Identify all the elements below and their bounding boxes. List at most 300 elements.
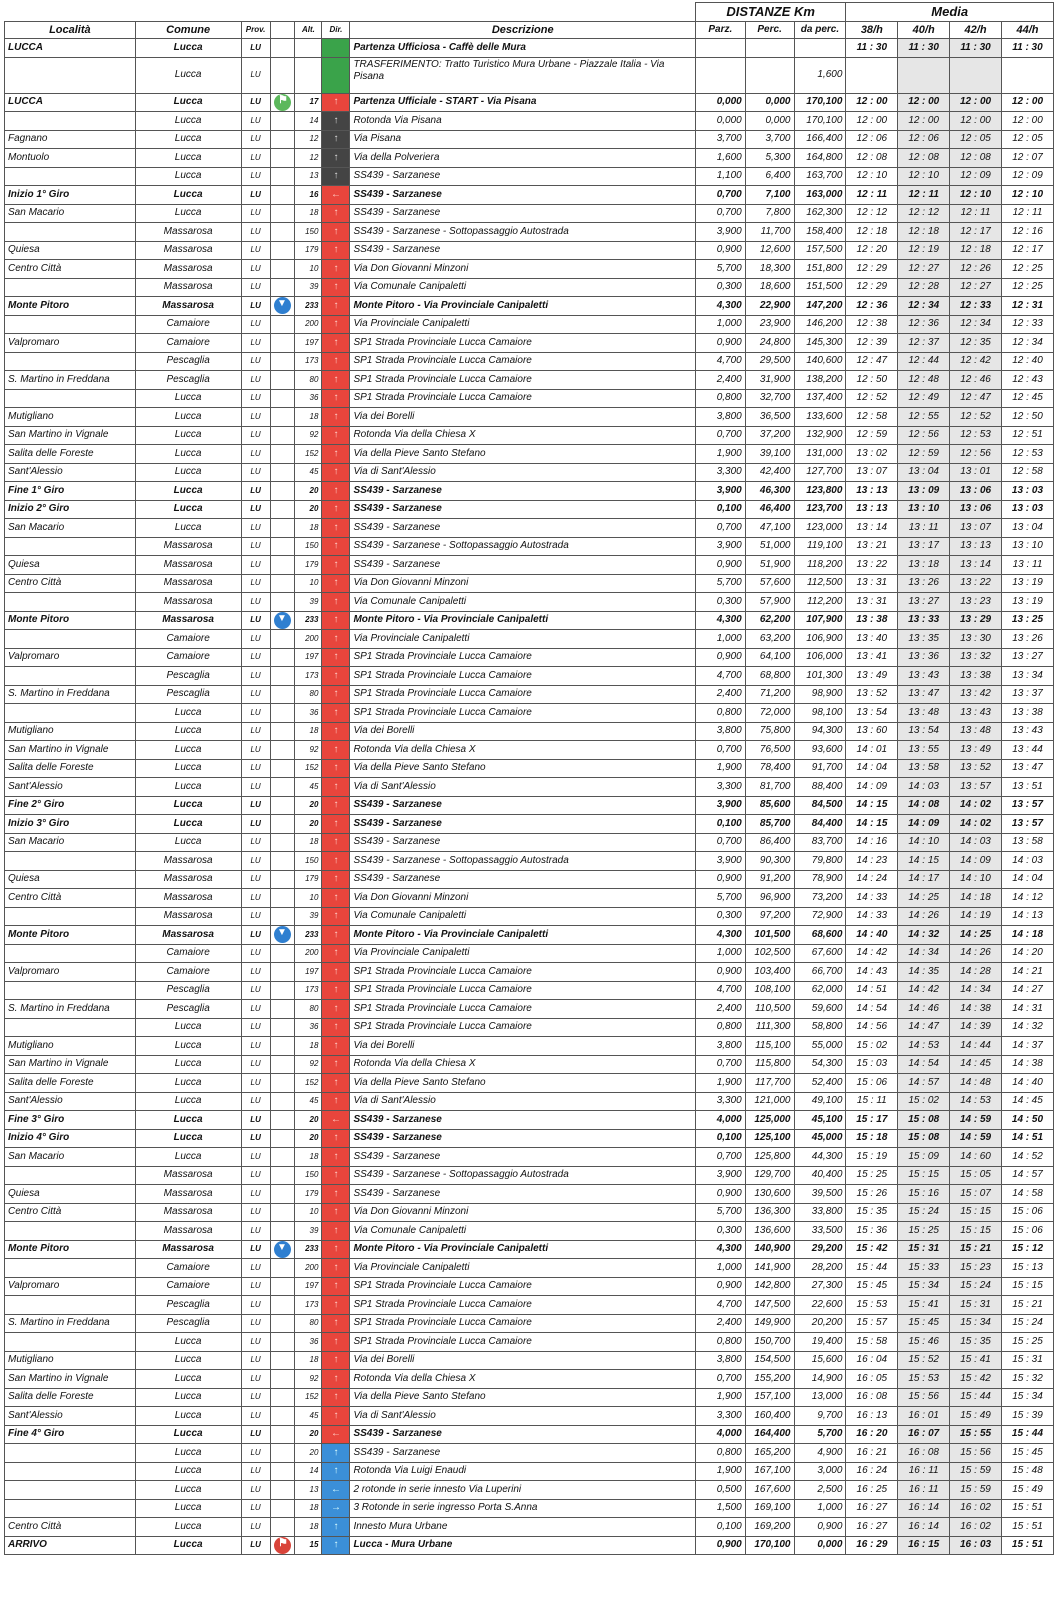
time-38h-cell: 13 : 13 [846, 500, 898, 519]
localita-cell: Centro Città [5, 1518, 136, 1537]
altitude-cell: 18 [295, 204, 322, 223]
localita-cell [5, 537, 136, 556]
direction-cell: ↑ [322, 741, 350, 760]
parz-cell: 0,700 [695, 741, 745, 760]
time-38h-cell: 15 : 44 [846, 1259, 898, 1278]
perc-cell: 142,800 [745, 1277, 794, 1296]
da-perc-cell: 118,200 [794, 556, 846, 575]
localita-cell [5, 112, 136, 131]
time-44h-cell: 13 : 26 [1001, 630, 1053, 649]
timetable-sheet [4, 2, 1054, 1555]
comune-cell: Lucca [135, 1518, 241, 1537]
localita-cell: Montuolo [5, 149, 136, 168]
perc-cell: 3,700 [745, 130, 794, 149]
time-40h-cell: 14 : 57 [898, 1074, 950, 1093]
descrizione-cell: SS439 - Sarzanese [350, 1129, 696, 1148]
time-40h-cell: 13 : 33 [898, 611, 950, 630]
time-42h-cell: 13 : 29 [950, 611, 1002, 630]
time-44h-cell: 14 : 50 [1001, 1111, 1053, 1130]
time-40h-cell: 13 : 47 [898, 685, 950, 704]
icon-cell [270, 186, 295, 205]
icon-cell [270, 260, 295, 279]
perc-cell: 130,600 [745, 1185, 794, 1204]
icon-cell [270, 112, 295, 131]
localita-cell: S. Martino in Freddana [5, 371, 136, 390]
prov-cell: LU [241, 334, 270, 353]
da-perc-cell: 163,700 [794, 167, 846, 186]
prov-cell: LU [241, 778, 270, 797]
perc-cell: 85,700 [745, 815, 794, 834]
time-38h-cell: 16 : 20 [846, 1425, 898, 1444]
perc-cell: 115,100 [745, 1037, 794, 1056]
prov-cell: LU [241, 852, 270, 871]
perc-cell: 108,100 [745, 981, 794, 1000]
parz-cell: 0,700 [695, 833, 745, 852]
parz-cell: 4,000 [695, 1425, 745, 1444]
parz-cell: 4,700 [695, 1296, 745, 1315]
parz-cell: 5,700 [695, 889, 745, 908]
direction-cell: ↑ [322, 1462, 350, 1481]
descrizione-cell: Via Provinciale Canipaletti [350, 944, 696, 963]
descrizione-cell: Via della Polveriera [350, 149, 696, 168]
time-44h-cell: 13 : 19 [1001, 593, 1053, 612]
perc-cell: 117,700 [745, 1074, 794, 1093]
comune-cell: Camaiore [135, 963, 241, 982]
da-perc-cell: 163,000 [794, 186, 846, 205]
time-44h-cell: 14 : 57 [1001, 1166, 1053, 1185]
parz-cell: 0,900 [695, 334, 745, 353]
localita-cell [5, 1222, 136, 1241]
direction-cell: ↑ [322, 408, 350, 427]
time-44h-cell: 13 : 58 [1001, 833, 1053, 852]
time-44h-cell: 14 : 37 [1001, 1037, 1053, 1056]
table-row [5, 685, 1054, 704]
comune-cell: Lucca [135, 1407, 241, 1426]
time-38h-cell: 13 : 60 [846, 722, 898, 741]
time-44h-cell: 14 : 13 [1001, 907, 1053, 926]
time-38h-cell: 13 : 13 [846, 482, 898, 501]
time-40h-cell: 13 : 36 [898, 648, 950, 667]
time-40h-cell: 13 : 04 [898, 463, 950, 482]
localita-cell [5, 667, 136, 686]
localita-cell: Monte Pitoro [5, 926, 136, 945]
prov-cell: LU [241, 445, 270, 464]
localita-cell: Valpromaro [5, 963, 136, 982]
da-perc-cell: 98,900 [794, 685, 846, 704]
parz-cell: 0,100 [695, 815, 745, 834]
icon-cell [270, 1148, 295, 1167]
time-44h-cell: 15 : 48 [1001, 1462, 1053, 1481]
altitude-cell: 173 [295, 352, 322, 371]
da-perc-cell: 62,000 [794, 981, 846, 1000]
localita-cell: Monte Pitoro [5, 297, 136, 316]
parz-cell: 3,700 [695, 130, 745, 149]
table-row [5, 648, 1054, 667]
localita-cell: ARRIVO [5, 1536, 136, 1555]
parz-cell: 0,800 [695, 1444, 745, 1463]
parz-cell: 1,500 [695, 1499, 745, 1518]
table-row [5, 1462, 1054, 1481]
descrizione-cell: SS439 - Sarzanese [350, 1444, 696, 1463]
parz-cell: 0,100 [695, 500, 745, 519]
time-44h-cell: 13 : 57 [1001, 796, 1053, 815]
table-row [5, 130, 1054, 149]
parz-cell: 4,700 [695, 667, 745, 686]
time-44h-cell: 12 : 31 [1001, 297, 1053, 316]
icon-cell [270, 223, 295, 242]
table-row [5, 389, 1054, 408]
da-perc-cell: 19,400 [794, 1333, 846, 1352]
time-38h-cell: 15 : 53 [846, 1296, 898, 1315]
parz-cell: 4,300 [695, 297, 745, 316]
perc-cell: 136,300 [745, 1203, 794, 1222]
icon-cell [270, 39, 295, 58]
descrizione-cell: SS439 - Sarzanese [350, 556, 696, 575]
col-alt: Alt. [295, 22, 322, 39]
prov-cell: LU [241, 241, 270, 260]
descrizione-cell: SS439 - Sarzanese - Sottopassaggio Autostrada [350, 537, 696, 556]
perc-cell: 167,100 [745, 1462, 794, 1481]
comune-cell: Lucca [135, 389, 241, 408]
perc-cell: 75,800 [745, 722, 794, 741]
parz-cell: 0,700 [695, 204, 745, 223]
time-42h-cell: 12 : 09 [950, 167, 1002, 186]
direction-cell: ↑ [322, 1351, 350, 1370]
time-44h-cell: 14 : 45 [1001, 1092, 1053, 1111]
comune-cell: Lucca [135, 93, 241, 112]
direction-cell: ↑ [322, 223, 350, 242]
time-42h-cell: 12 : 34 [950, 315, 1002, 334]
descrizione-cell: SP1 Strada Provinciale Lucca Camaiore [350, 667, 696, 686]
comune-cell: Lucca [135, 204, 241, 223]
perc-cell: 31,900 [745, 371, 794, 390]
table-row [5, 334, 1054, 353]
time-44h-cell: 12 : 25 [1001, 278, 1053, 297]
time-38h-cell: 14 : 42 [846, 944, 898, 963]
direction-cell: ↑ [322, 371, 350, 390]
altitude-cell: 179 [295, 241, 322, 260]
table-row [5, 963, 1054, 982]
table-row [5, 907, 1054, 926]
localita-cell [5, 1444, 136, 1463]
da-perc-cell: 162,300 [794, 204, 846, 223]
time-38h-cell: 13 : 31 [846, 574, 898, 593]
icon-cell [270, 889, 295, 908]
parz-cell: 2,400 [695, 1000, 745, 1019]
descrizione-cell: SP1 Strada Provinciale Lucca Camaiore [350, 685, 696, 704]
parz-cell: 3,800 [695, 408, 745, 427]
time-40h-cell: 13 : 17 [898, 537, 950, 556]
comune-cell: Lucca [135, 1462, 241, 1481]
prov-cell: LU [241, 1166, 270, 1185]
altitude-cell: 18 [295, 519, 322, 538]
direction-cell: ↑ [322, 112, 350, 131]
time-38h-cell: 14 : 33 [846, 907, 898, 926]
icon-cell [270, 722, 295, 741]
altitude-cell: 152 [295, 759, 322, 778]
prov-cell: LU [241, 796, 270, 815]
direction-cell: ↑ [322, 796, 350, 815]
col-38h: 38/h [846, 22, 898, 39]
da-perc-cell: 59,600 [794, 1000, 846, 1019]
direction-cell: ↑ [322, 1518, 350, 1537]
time-38h-cell: 12 : 10 [846, 167, 898, 186]
localita-cell: Mutigliano [5, 1037, 136, 1056]
time-42h-cell: 14 : 59 [950, 1111, 1002, 1130]
time-42h-cell: 14 : 59 [950, 1129, 1002, 1148]
descrizione-cell: Via di Sant'Alessio [350, 1092, 696, 1111]
parz-cell: 3,300 [695, 1092, 745, 1111]
time-42h-cell: 12 : 35 [950, 334, 1002, 353]
da-perc-cell: 72,900 [794, 907, 846, 926]
prov-cell: LU [241, 685, 270, 704]
icon-cell [270, 1536, 295, 1555]
comune-cell: Pescaglia [135, 1000, 241, 1019]
localita-cell [5, 981, 136, 1000]
time-38h-cell: 14 : 16 [846, 833, 898, 852]
perc-cell: 147,500 [745, 1296, 794, 1315]
descrizione-cell: SP1 Strada Provinciale Lucca Camaiore [350, 1000, 696, 1019]
time-42h-cell: 15 : 49 [950, 1407, 1002, 1426]
altitude-cell: 39 [295, 278, 322, 297]
altitude-cell [295, 57, 322, 93]
altitude-cell: 45 [295, 1407, 322, 1426]
perc-cell: 11,700 [745, 223, 794, 242]
icon-cell [270, 759, 295, 778]
time-40h-cell: 11 : 30 [898, 39, 950, 58]
time-40h-cell: 13 : 11 [898, 519, 950, 538]
perc-cell [745, 57, 794, 93]
prov-cell: LU [241, 463, 270, 482]
perc-cell: 90,300 [745, 852, 794, 871]
direction-cell: ↑ [322, 1092, 350, 1111]
descrizione-cell: Innesto Mura Urbane [350, 1518, 696, 1537]
descrizione-cell: Monte Pitoro - Via Provinciale Canipaletti [350, 611, 696, 630]
direction-cell [322, 39, 350, 58]
time-40h-cell: 12 : 12 [898, 204, 950, 223]
table-row [5, 149, 1054, 168]
prov-cell: LU [241, 130, 270, 149]
altitude-cell: 10 [295, 889, 322, 908]
comune-cell: Lucca [135, 833, 241, 852]
direction-cell: ↑ [322, 1407, 350, 1426]
icon-cell [270, 463, 295, 482]
localita-cell: S. Martino in Freddana [5, 685, 136, 704]
localita-cell: Sant'Alessio [5, 1092, 136, 1111]
table-row [5, 1018, 1054, 1037]
time-44h-cell: 13 : 03 [1001, 482, 1053, 501]
comune-cell: Massarosa [135, 574, 241, 593]
altitude-cell: 45 [295, 778, 322, 797]
altitude-cell: 20 [295, 1111, 322, 1130]
table-row [5, 759, 1054, 778]
time-38h-cell: 13 : 54 [846, 704, 898, 723]
finish-flag-icon [274, 1537, 291, 1554]
time-44h-cell: 15 : 51 [1001, 1518, 1053, 1537]
time-38h-cell: 13 : 31 [846, 593, 898, 612]
perc-cell: 157,100 [745, 1388, 794, 1407]
time-38h-cell: 12 : 08 [846, 149, 898, 168]
da-perc-cell: 68,600 [794, 926, 846, 945]
direction-cell: ↑ [322, 981, 350, 1000]
altitude-cell: 179 [295, 1185, 322, 1204]
time-40h-cell: 12 : 19 [898, 241, 950, 260]
comune-cell: Pescaglia [135, 352, 241, 371]
time-40h-cell: 13 : 10 [898, 500, 950, 519]
direction-cell: ↑ [322, 167, 350, 186]
table-row [5, 1129, 1054, 1148]
table-row [5, 482, 1054, 501]
perc-cell: 0,000 [745, 112, 794, 131]
time-44h-cell: 12 : 05 [1001, 130, 1053, 149]
descrizione-cell: SS439 - Sarzanese - Sottopassaggio Autostrada [350, 1166, 696, 1185]
altitude-cell: 15 [295, 1536, 322, 1555]
time-42h-cell: 13 : 42 [950, 685, 1002, 704]
time-40h-cell: 15 : 08 [898, 1129, 950, 1148]
prov-cell: LU [241, 722, 270, 741]
time-38h-cell: 12 : 29 [846, 260, 898, 279]
perc-cell: 136,600 [745, 1222, 794, 1241]
time-38h-cell: 16 : 05 [846, 1370, 898, 1389]
perc-cell: 155,200 [745, 1370, 794, 1389]
direction-cell: ↑ [322, 315, 350, 334]
direction-cell: ↑ [322, 833, 350, 852]
perc-cell: 121,000 [745, 1092, 794, 1111]
localita-cell: Quiesa [5, 241, 136, 260]
perc-cell: 125,100 [745, 1129, 794, 1148]
time-40h-cell: 13 : 18 [898, 556, 950, 575]
time-42h-cell: 14 : 02 [950, 815, 1002, 834]
time-44h-cell: 13 : 27 [1001, 648, 1053, 667]
direction-cell: ↑ [322, 482, 350, 501]
parz-cell: 1,600 [695, 149, 745, 168]
altitude-cell: 36 [295, 1333, 322, 1352]
descrizione-cell: Monte Pitoro - Via Provinciale Canipaletti [350, 297, 696, 316]
col-da-perc: da perc. [794, 22, 846, 39]
da-perc-cell: 93,600 [794, 741, 846, 760]
altitude-cell: 150 [295, 537, 322, 556]
icon-cell [270, 482, 295, 501]
time-38h-cell: 12 : 11 [846, 186, 898, 205]
altitude-cell: 197 [295, 1277, 322, 1296]
localita-cell [5, 1166, 136, 1185]
time-40h-cell: 12 : 11 [898, 186, 950, 205]
comune-cell: Lucca [135, 796, 241, 815]
time-40h-cell: 15 : 15 [898, 1166, 950, 1185]
table-row [5, 704, 1054, 723]
comune-cell: Lucca [135, 519, 241, 538]
localita-cell: Valpromaro [5, 648, 136, 667]
perc-cell: 37,200 [745, 426, 794, 445]
time-38h-cell: 14 : 23 [846, 852, 898, 871]
time-42h-cell: 13 : 38 [950, 667, 1002, 686]
direction-cell: ↑ [322, 1333, 350, 1352]
prov-cell: LU [241, 1203, 270, 1222]
parz-cell: 3,900 [695, 796, 745, 815]
icon-cell [270, 1166, 295, 1185]
time-42h-cell: 13 : 57 [950, 778, 1002, 797]
da-perc-cell: 123,800 [794, 482, 846, 501]
altitude-cell: 200 [295, 1259, 322, 1278]
time-40h-cell: 14 : 26 [898, 907, 950, 926]
direction-cell: ↑ [322, 445, 350, 464]
localita-cell [5, 630, 136, 649]
time-38h-cell: 14 : 51 [846, 981, 898, 1000]
time-38h-cell: 15 : 42 [846, 1240, 898, 1259]
parz-cell: 3,900 [695, 537, 745, 556]
table-row [5, 796, 1054, 815]
table-row [5, 371, 1054, 390]
icon-cell [270, 278, 295, 297]
icon-cell [270, 815, 295, 834]
descrizione-cell: SS439 - Sarzanese [350, 241, 696, 260]
time-42h-cell: 13 : 22 [950, 574, 1002, 593]
altitude-cell: 152 [295, 1074, 322, 1093]
parz-cell: 0,900 [695, 1536, 745, 1555]
descrizione-cell: SS439 - Sarzanese [350, 500, 696, 519]
direction-cell: ↑ [322, 630, 350, 649]
icon-cell [270, 1185, 295, 1204]
comune-cell: Lucca [135, 167, 241, 186]
prov-cell: LU [241, 1037, 270, 1056]
icon-cell [270, 1314, 295, 1333]
group-distanze: DISTANZE Km [695, 3, 845, 22]
altitude-cell: 173 [295, 667, 322, 686]
descrizione-cell: Monte Pitoro - Via Provinciale Canipaletti [350, 1240, 696, 1259]
direction-cell: ↑ [322, 537, 350, 556]
prov-cell: LU [241, 593, 270, 612]
table-row [5, 1166, 1054, 1185]
time-42h-cell: 14 : 45 [950, 1055, 1002, 1074]
da-perc-cell: 1,600 [794, 57, 846, 93]
col-comune: Comune [135, 22, 241, 39]
da-perc-cell: 140,600 [794, 352, 846, 371]
icon-cell [270, 1370, 295, 1389]
icon-cell [270, 611, 295, 630]
comune-cell: Pescaglia [135, 371, 241, 390]
icon-cell [270, 1037, 295, 1056]
time-38h-cell: 14 : 54 [846, 1000, 898, 1019]
parz-cell: 0,700 [695, 1370, 745, 1389]
time-40h-cell: 12 : 00 [898, 112, 950, 131]
localita-cell [5, 352, 136, 371]
da-perc-cell: 5,700 [794, 1425, 846, 1444]
time-38h-cell: 15 : 03 [846, 1055, 898, 1074]
prov-cell: LU [241, 1277, 270, 1296]
time-40h-cell: 14 : 15 [898, 852, 950, 871]
direction-cell: ↑ [322, 297, 350, 316]
da-perc-cell: 137,400 [794, 389, 846, 408]
time-42h-cell: 15 : 05 [950, 1166, 1002, 1185]
descrizione-cell: SP1 Strada Provinciale Lucca Camaiore [350, 352, 696, 371]
parz-cell: 0,700 [695, 519, 745, 538]
time-40h-cell: 14 : 09 [898, 815, 950, 834]
parz-cell: 3,900 [695, 1166, 745, 1185]
localita-cell: Fine 4° Giro [5, 1425, 136, 1444]
altitude-cell: 20 [295, 1425, 322, 1444]
altitude-cell: 45 [295, 463, 322, 482]
parz-cell: 0,800 [695, 1018, 745, 1037]
perc-cell: 29,500 [745, 352, 794, 371]
parz-cell: 0,100 [695, 1129, 745, 1148]
parz-cell [695, 57, 745, 93]
table-row [5, 1351, 1054, 1370]
da-perc-cell: 138,200 [794, 371, 846, 390]
prov-cell: LU [241, 389, 270, 408]
prov-cell: LU [241, 944, 270, 963]
col-localita: Località [5, 22, 136, 39]
altitude-cell: 36 [295, 1018, 322, 1037]
